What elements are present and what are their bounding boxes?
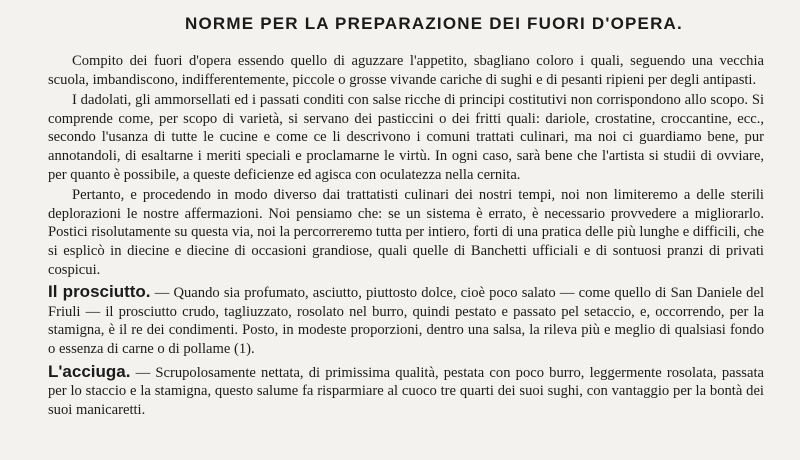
entry-text: — Scrupolosamente nettata, di primissima qualità, pestata con poco burro, leggermente rosolata, passata per lo staccio e la stamigna, questo salume fa risparmiare al cuoco tre quarti dei suoi sughi, con vantaggio per la bontà dei suoi manicaretti. xyxy=(48,364,764,418)
page-title: NORME PER LA PREPARAZIONE DEI FUORI D'OPERA. xyxy=(185,14,683,33)
entry-prosciutto xyxy=(48,283,764,358)
paragraph-pertanto: Pertanto, e procedendo in modo diverso dai trattatisti culinari dei nostri tempi, noi non limiteremo a delle sterili deplorazioni le nostre affermazioni. Noi pensiamo che: se un sistema è errato, è necessario provvedere a migliorarlo. Postici risolutamente su questa via, noi la percorreremo tutta per intiero, forti di una pratica delle più lunghe e difficili, che si esplicò in diecine e diecine di occasioni grandiose, quali quelle di Banchetti ufficiali e di sontuosi pranzi di privati cospicui. xyxy=(48,187,764,278)
entry-heading: L'acciuga. xyxy=(48,361,131,381)
entry-text: — Quando sia profumato, asciutto, piuttosto dolce, cioè poco salato — come quello di San Daniele del Friuli — il prosciutto crudo, tagliuzzato, rosolato nel burro, quindi pestato e passato pel setaccio, e, occorrendo, per la stamigna, è il re dei condimenti. Posto, in modeste proporzioni, dentro una salsa, la rileva più e meglio di qualsiasi fondo o essenza di carne o di pollame (1). xyxy=(48,285,765,357)
paragraph-dadolati: I dadolati, gli ammorsellati ed i passati conditi con salse ricche di principi costitutivi non corrispondono allo scopo. Si comprende come, per scopo di varietà, si servano dei pasticcini o dei fritti quali: dariole, crostatine, croccantine, ecc., secondo l'usanza di tutte le cucine e come ce li descrivono i comuni trattati culinari, ma noi ci guardiamo bene, pur annotandoli, di esaltarne i meriti speciali e proclamarne le virtù. In ogni caso, sarà bene che l'artista si studii di ovviare, per quanto è possibile, a queste deficienze ed agisca con oculatezza nella cernita. xyxy=(48,92,764,183)
entry-acciuga xyxy=(48,363,764,420)
entry-heading: Il prosciutto. xyxy=(48,282,151,302)
paragraph-intro: Compito dei fuori d'opera essendo quello di aguzzare l'appetito, sbagliano coloro i quali, seguendo una vecchia scuola, imbandiscono, indifferentemente, piccole o grosse vivande cariche di sughi e di pesanti ripieni per degli antipasti. xyxy=(48,53,764,88)
